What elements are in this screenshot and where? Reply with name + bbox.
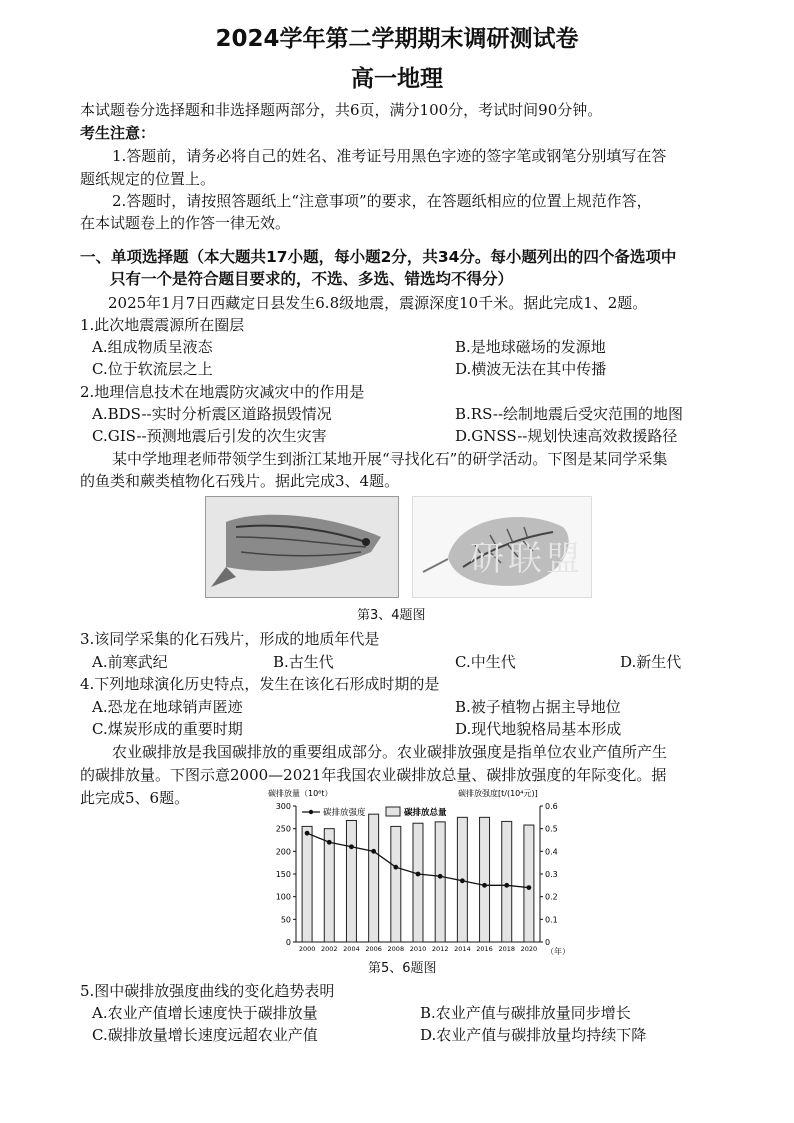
- left-tick-label: 250: [275, 824, 291, 834]
- intensity-point: [504, 883, 509, 888]
- right-tick-label: 0.6: [545, 802, 558, 811]
- stem-q5-q6-1: 农业碳排放是我国碳排放的重要组成部分。农业碳排放强度是指单位农业产值所产生: [112, 743, 668, 761]
- x-tick-label: 2002: [320, 945, 338, 953]
- bar: [391, 826, 401, 942]
- right-tick-label: 0.3: [545, 870, 558, 879]
- bar: [524, 825, 534, 942]
- q1-stem: 1.此次地震震源所在圈层: [80, 316, 245, 334]
- stem-q3-q4-2: 的鱼类和蕨类植物化石残片。据此完成3、4题。: [80, 472, 400, 490]
- bar: [413, 823, 423, 942]
- right-tick-label: 0.1: [545, 915, 558, 925]
- intensity-point: [416, 872, 421, 877]
- q2-option-d: D.GNSS--规划快速高效救援路径: [455, 427, 678, 445]
- right-tick-label: 0.5: [545, 824, 558, 834]
- q5-option-b: B.农业产值与碳排放量同步增长: [420, 1004, 631, 1022]
- bar: [480, 817, 490, 942]
- notice-2a: 2.答题时，请按照答题纸上“注意事项”的要求，在答题纸相应的位置上规范作答，: [112, 192, 652, 210]
- q2-option-b: B.RS--绘制地震后受灾范围的地图: [455, 405, 684, 423]
- right-tick-label: 0.4: [545, 847, 558, 857]
- q1-option-b: B.是地球磁场的发源地: [455, 338, 606, 356]
- x-tick-label: 2000: [298, 945, 316, 953]
- stem-q5-q6-3: 此完成5、6题。: [80, 789, 190, 807]
- left-tick-label: 150: [275, 870, 291, 879]
- left-tick-label: 0: [285, 938, 291, 947]
- exam-subject: 高一地理: [351, 66, 443, 92]
- q4-option-a: A.恐龙在地球销声匿迹: [92, 698, 243, 716]
- notice-1a: 1.答题前，请务必将自己的姓名、准考证号用黑色字迹的签字笔或钢笔分别填写在答: [112, 147, 667, 165]
- q4-option-c: C.煤炭形成的重要时期: [92, 720, 243, 738]
- carbon-emission-chart: [266, 786, 586, 962]
- left-tick-label: 50: [280, 915, 291, 925]
- intensity-point: [327, 840, 332, 845]
- x-tick-label: 2016: [476, 945, 493, 953]
- right-tick-label: 0.2: [545, 892, 558, 902]
- intensity-point: [393, 865, 398, 870]
- intensity-point: [527, 885, 532, 890]
- q3-option-b: B.古生代: [273, 653, 334, 671]
- q5-stem: 5.图中碳排放强度曲线的变化趋势表明: [80, 982, 335, 1000]
- intensity-point: [371, 849, 376, 854]
- x-tick-label: 2006: [365, 945, 382, 953]
- q3-option-d: D.新生代: [620, 653, 682, 671]
- q4-option-b: B.被子植物占据主导地位: [455, 698, 621, 716]
- q1-option-d: D.横波无法在其中传播: [455, 360, 607, 378]
- notice-1b: 题纸规定的位置上。: [80, 170, 216, 188]
- exam-title: 2024学年第二学期期末调研测试卷: [215, 26, 579, 52]
- left-tick-label: 300: [275, 802, 291, 811]
- watermark: 研联盟: [470, 539, 584, 579]
- q4-option-d: D.现代地貌格局基本形成: [455, 720, 622, 738]
- left-tick-label: 200: [275, 847, 291, 857]
- intro-text: 本试题卷分选择题和非选择题两部分，共6页，满分100分，考试时间90分钟。: [80, 101, 603, 119]
- bar: [435, 822, 445, 942]
- right-axis-title: 碳排放强度[t/(10⁴元)]: [458, 789, 538, 798]
- legend-line-marker: [309, 810, 313, 814]
- notice-2b: 在本试题卷上的作答一律无效。: [80, 214, 291, 232]
- q3-option-c: C.中生代: [455, 653, 516, 671]
- q4-stem: 4.下列地球演化历史特点，发生在该化石形成时期的是: [80, 675, 440, 693]
- x-tick-label: 2010: [409, 945, 427, 953]
- intensity-point: [460, 878, 465, 883]
- q2-stem: 2.地理信息技术在地震防灾减灾中的作用是: [80, 383, 365, 401]
- stem-q1-q2: 2025年1月7日西藏定日县发生6.8级地震，震源深度10千米。据此完成1、2题。: [108, 294, 648, 312]
- fish-fossil-image: [205, 496, 399, 598]
- x-tick-label: 2020: [520, 945, 538, 953]
- bar: [502, 821, 512, 942]
- section-heading-2: 只有一个是符合题目要求的，不选、多选、错选均不得分）: [110, 270, 514, 288]
- intensity-point: [349, 844, 354, 849]
- legend-line-label: 碳排放强度: [323, 808, 366, 818]
- intensity-point: [305, 831, 310, 836]
- notice-title: 考生注意：: [80, 124, 156, 142]
- stem-q3-q4-1: 某中学地理老师带领学生到浙江某地开展“寻找化石”的研学活动。下图是某同学采集: [112, 450, 668, 468]
- x-tick-label: 2014: [454, 945, 471, 953]
- x-tick-label: 2018: [498, 945, 516, 953]
- q5-option-d: D.农业产值与碳排放量均持续下降: [420, 1026, 647, 1044]
- x-tick-label: 2004: [343, 945, 360, 953]
- q2-option-a: A.BDS--实时分析震区道路损毁情况: [92, 405, 332, 423]
- q1-option-c: C.位于软流层之上: [92, 360, 213, 378]
- section-heading-1: 一、单项选择题（本大题共17小题，每小题2分，共34分。每小题列出的四个备选项中: [80, 248, 677, 266]
- q3-stem: 3.该同学采集的化石残片，形成的地质年代是: [80, 630, 380, 648]
- legend-bar-label: 碳排放总量: [404, 808, 447, 818]
- left-axis-title: 碳排放量（10⁶t）: [268, 789, 333, 798]
- intensity-point: [438, 874, 443, 879]
- figure-caption-5-6: 第5、6题图: [368, 961, 437, 976]
- q5-option-c: C.碳排放量增长速度远超农业产值: [92, 1026, 318, 1044]
- x-tick-label: 2008: [387, 945, 405, 953]
- intensity-point: [482, 883, 487, 888]
- bar: [302, 826, 312, 942]
- figure-caption-3-4: 第3、4题图: [357, 608, 426, 623]
- bar: [324, 829, 334, 942]
- q3-option-a: A.前寒武纪: [92, 653, 168, 671]
- x-axis-unit: （年）: [546, 947, 570, 956]
- q1-option-a: A.组成物质呈液态: [92, 338, 213, 356]
- q5-option-a: A.农业产值增长速度快于碳排放量: [92, 1004, 318, 1022]
- q2-option-c: C.GIS--预测地震后引发的次生灾害: [92, 427, 327, 445]
- bar: [346, 821, 356, 942]
- x-tick-label: 2012: [431, 945, 449, 953]
- left-tick-label: 100: [275, 892, 291, 902]
- bar: [369, 814, 379, 942]
- stem-q5-q6-2: 的碳排放量。下图示意2000—2021年我国农业碳排放总量、碳排放强度的年际变化。据: [80, 766, 667, 784]
- legend-bar-swatch: [386, 807, 400, 816]
- right-tick-label: 0: [545, 938, 551, 947]
